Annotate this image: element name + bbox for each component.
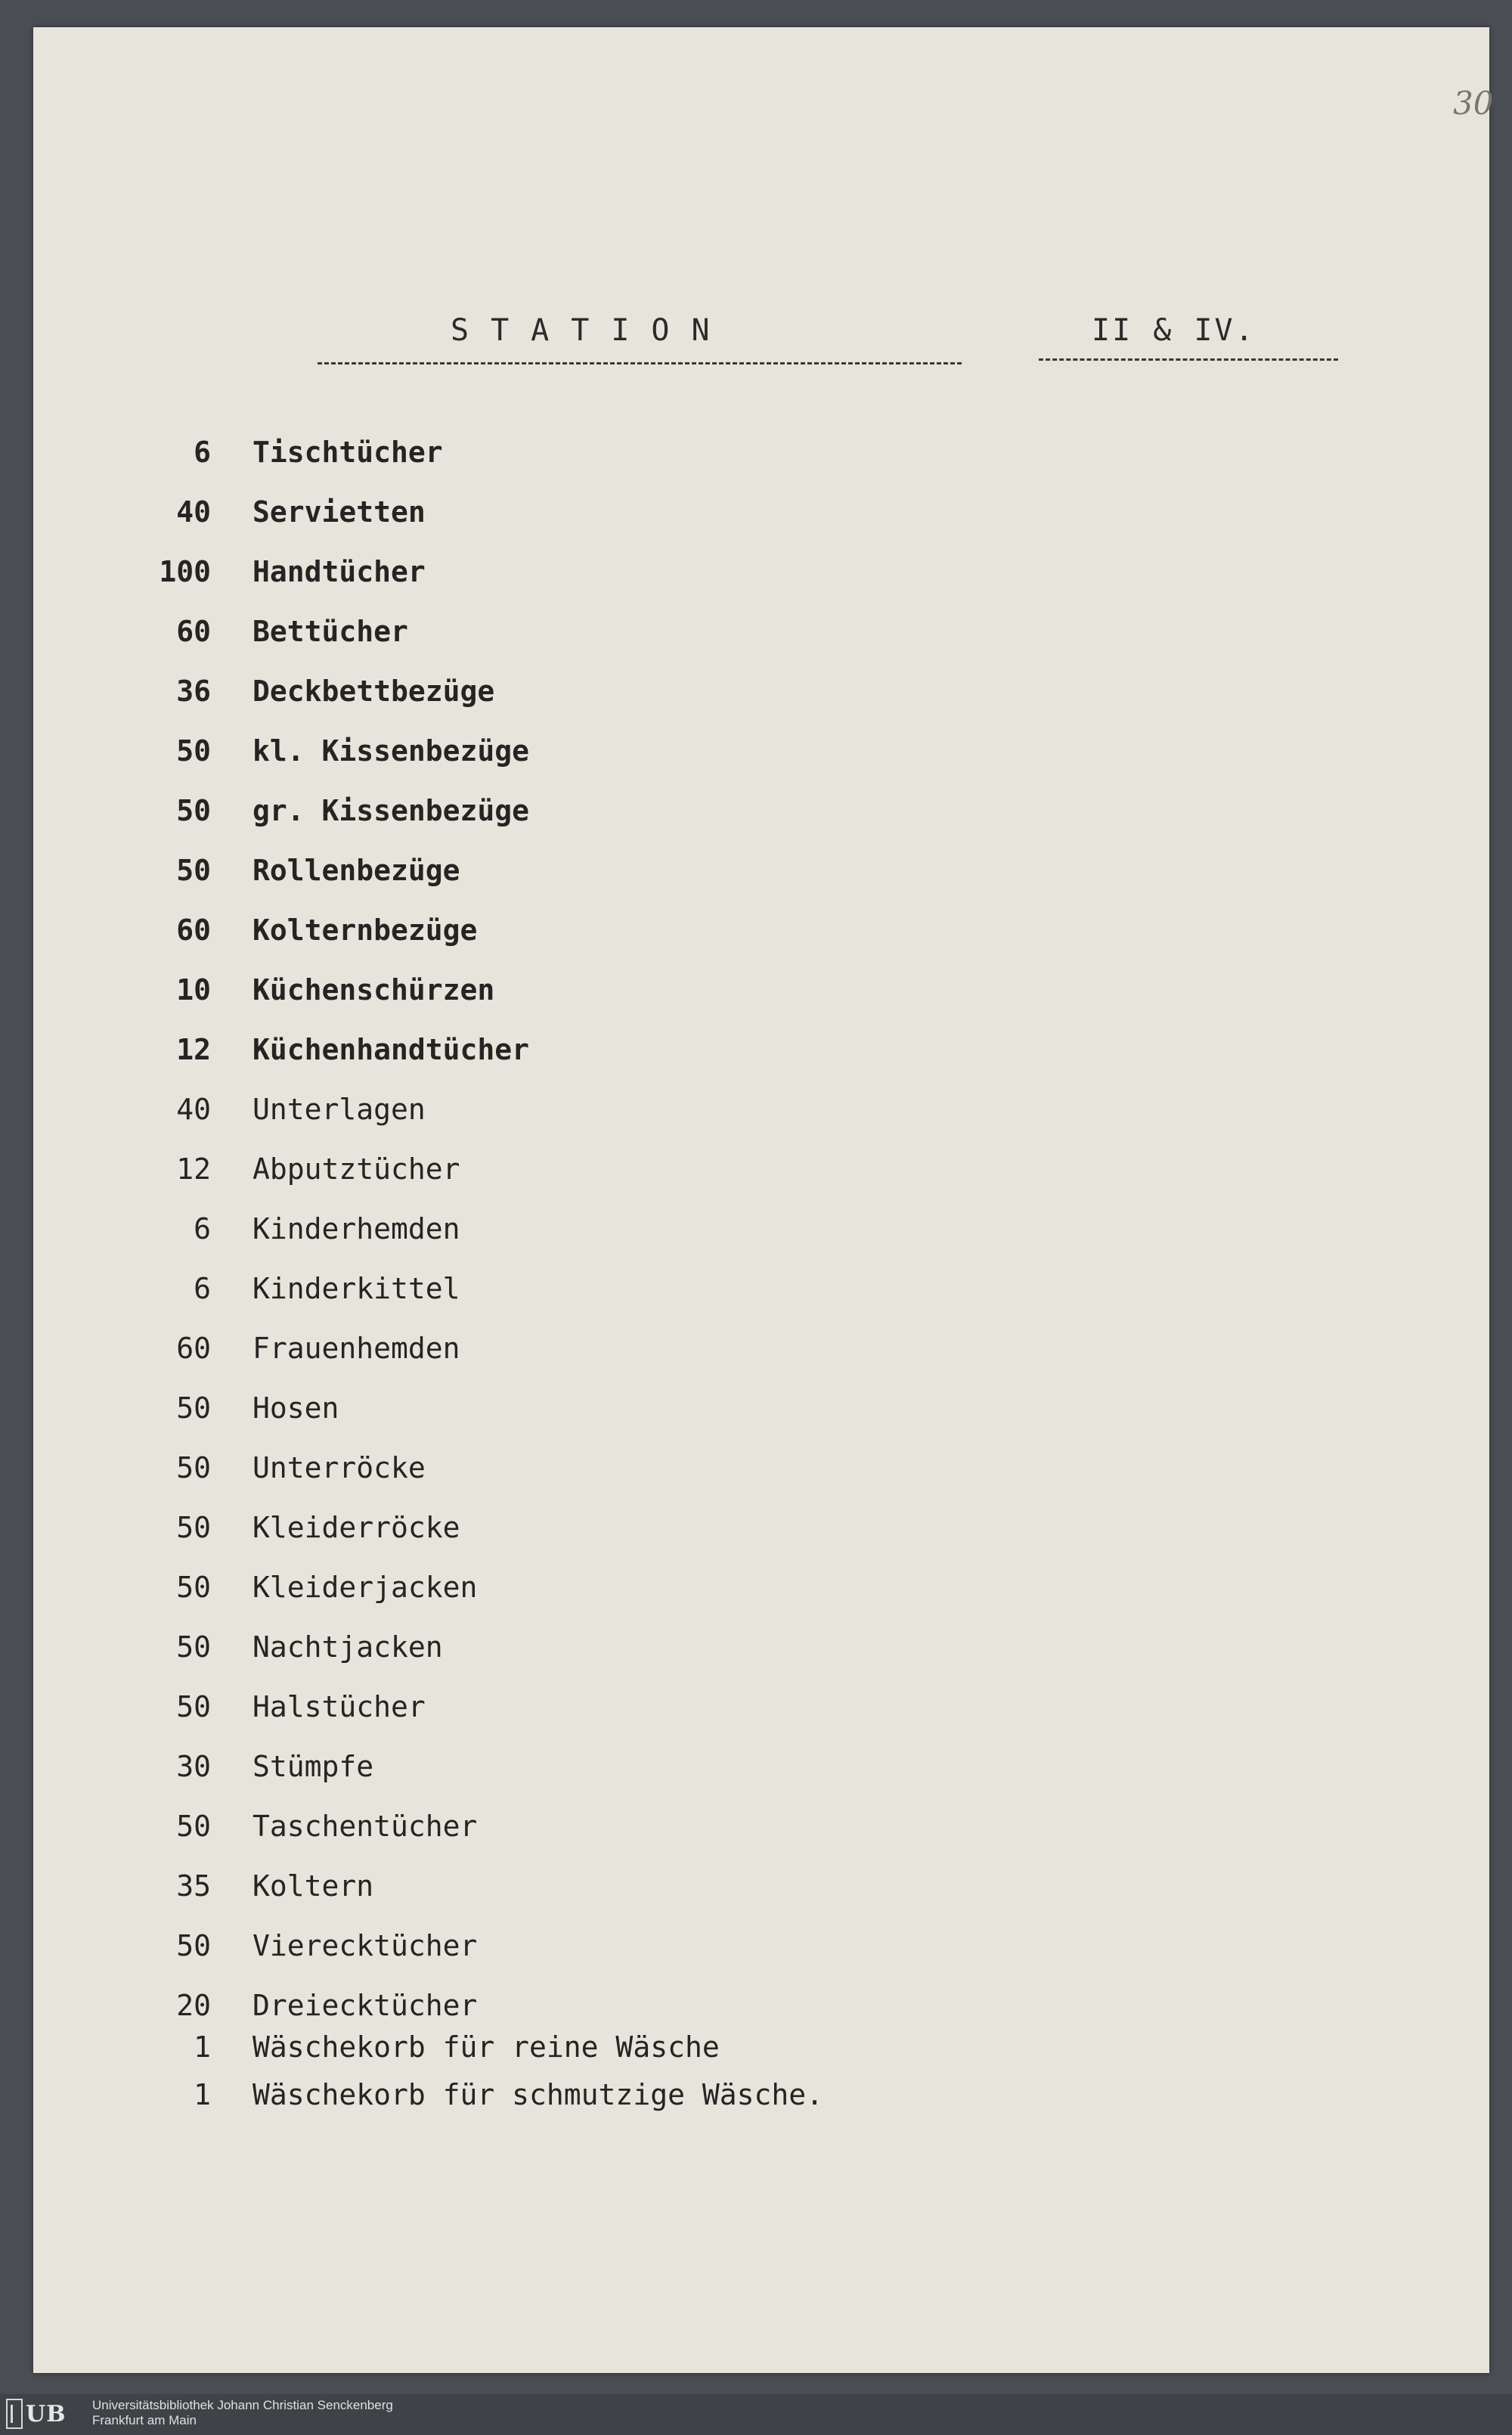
item-quantity: 50 bbox=[176, 794, 211, 827]
item-quantity: 60 bbox=[176, 615, 211, 648]
typed-page bbox=[33, 27, 1494, 2373]
item-name: Abputztücher bbox=[253, 1152, 460, 1186]
item-quantity: 50 bbox=[176, 854, 211, 887]
item-name: Rollenbezüge bbox=[253, 854, 460, 887]
item-name: Kleiderjacken bbox=[253, 1571, 478, 1604]
item-quantity: 12 bbox=[176, 1152, 211, 1186]
item-quantity: 50 bbox=[176, 1571, 211, 1604]
item-name: Handtücher bbox=[253, 555, 426, 588]
item-name: Halstücher bbox=[253, 1690, 426, 1723]
item-name: Vierecktücher bbox=[253, 1929, 478, 1962]
page-number: 30 bbox=[1453, 85, 1494, 122]
item-quantity: 50 bbox=[176, 1810, 211, 1843]
library-logo bbox=[6, 2397, 82, 2430]
item-quantity: 40 bbox=[176, 1093, 211, 1126]
item-quantity: 60 bbox=[176, 1332, 211, 1365]
item-quantity: 20 bbox=[176, 1989, 211, 2022]
item-name: Bettücher bbox=[253, 615, 408, 648]
item-name: Deckbettbezüge bbox=[253, 675, 495, 708]
item-name: gr. Kissenbezüge bbox=[253, 794, 530, 827]
item-quantity: 10 bbox=[176, 973, 211, 1007]
library-name: Universitätsbibliothek Johann Christian Senckenberg bbox=[92, 2398, 393, 2412]
item-quantity: 100 bbox=[159, 555, 211, 588]
item-quantity: 1 bbox=[194, 2078, 211, 2111]
item-name: Nachtjacken bbox=[253, 1630, 443, 1664]
item-name: Koltern bbox=[253, 1869, 374, 1903]
item-name: kl. Kissenbezüge bbox=[253, 734, 530, 768]
item-quantity: 50 bbox=[176, 1630, 211, 1664]
library-logo-text: UB bbox=[26, 2400, 67, 2427]
library-city: Frankfurt am Main bbox=[92, 2413, 197, 2427]
item-quantity: 12 bbox=[176, 1033, 211, 1066]
item-name: Küchenhandtücher bbox=[253, 1033, 530, 1066]
item-quantity: 60 bbox=[176, 914, 211, 947]
heading-underline-right bbox=[1039, 358, 1338, 361]
heading-wards: II & IV. bbox=[1092, 313, 1256, 348]
item-quantity: 50 bbox=[176, 1690, 211, 1723]
item-name: Dreiecktücher bbox=[253, 1989, 478, 2022]
item-quantity: 50 bbox=[176, 1391, 211, 1425]
library-credit bbox=[92, 2398, 393, 2428]
library-emblem-icon bbox=[6, 2399, 23, 2429]
item-quantity: 35 bbox=[176, 1869, 211, 1903]
item-name: Wäschekorb für schmutzige Wäsche. bbox=[253, 2078, 823, 2111]
item-quantity: 6 bbox=[194, 1212, 211, 1245]
item-quantity: 30 bbox=[176, 1750, 211, 1783]
item-name: Kleiderröcke bbox=[253, 1511, 460, 1544]
library-footer-bar bbox=[0, 2394, 1512, 2435]
item-name: Wäschekorb für reine Wäsche bbox=[253, 2030, 720, 2064]
item-quantity: 50 bbox=[176, 1451, 211, 1484]
item-quantity: 50 bbox=[176, 1511, 211, 1544]
item-quantity: 6 bbox=[194, 1272, 211, 1305]
item-name: Kinderkittel bbox=[253, 1272, 460, 1305]
heading-underline-left bbox=[318, 362, 962, 364]
item-name: Unterröcke bbox=[253, 1451, 426, 1484]
item-name: Frauenhemden bbox=[253, 1332, 460, 1365]
item-quantity: 40 bbox=[176, 495, 211, 529]
item-name: Unterlagen bbox=[253, 1093, 426, 1126]
item-quantity: 6 bbox=[194, 436, 211, 469]
item-name: Kinderhemden bbox=[253, 1212, 460, 1245]
item-name: Hosen bbox=[253, 1391, 339, 1425]
item-name: Tischtücher bbox=[253, 436, 443, 469]
item-quantity: 36 bbox=[176, 675, 211, 708]
heading-station: STATION bbox=[451, 313, 732, 348]
item-name: Küchenschürzen bbox=[253, 973, 495, 1007]
item-quantity: 50 bbox=[176, 734, 211, 768]
item-quantity: 1 bbox=[194, 2030, 211, 2064]
item-name: Kolternbezüge bbox=[253, 914, 478, 947]
item-name: Taschentücher bbox=[253, 1810, 478, 1843]
item-name: Stümpfe bbox=[253, 1750, 374, 1783]
item-quantity: 50 bbox=[176, 1929, 211, 1962]
item-name: Servietten bbox=[253, 495, 426, 529]
